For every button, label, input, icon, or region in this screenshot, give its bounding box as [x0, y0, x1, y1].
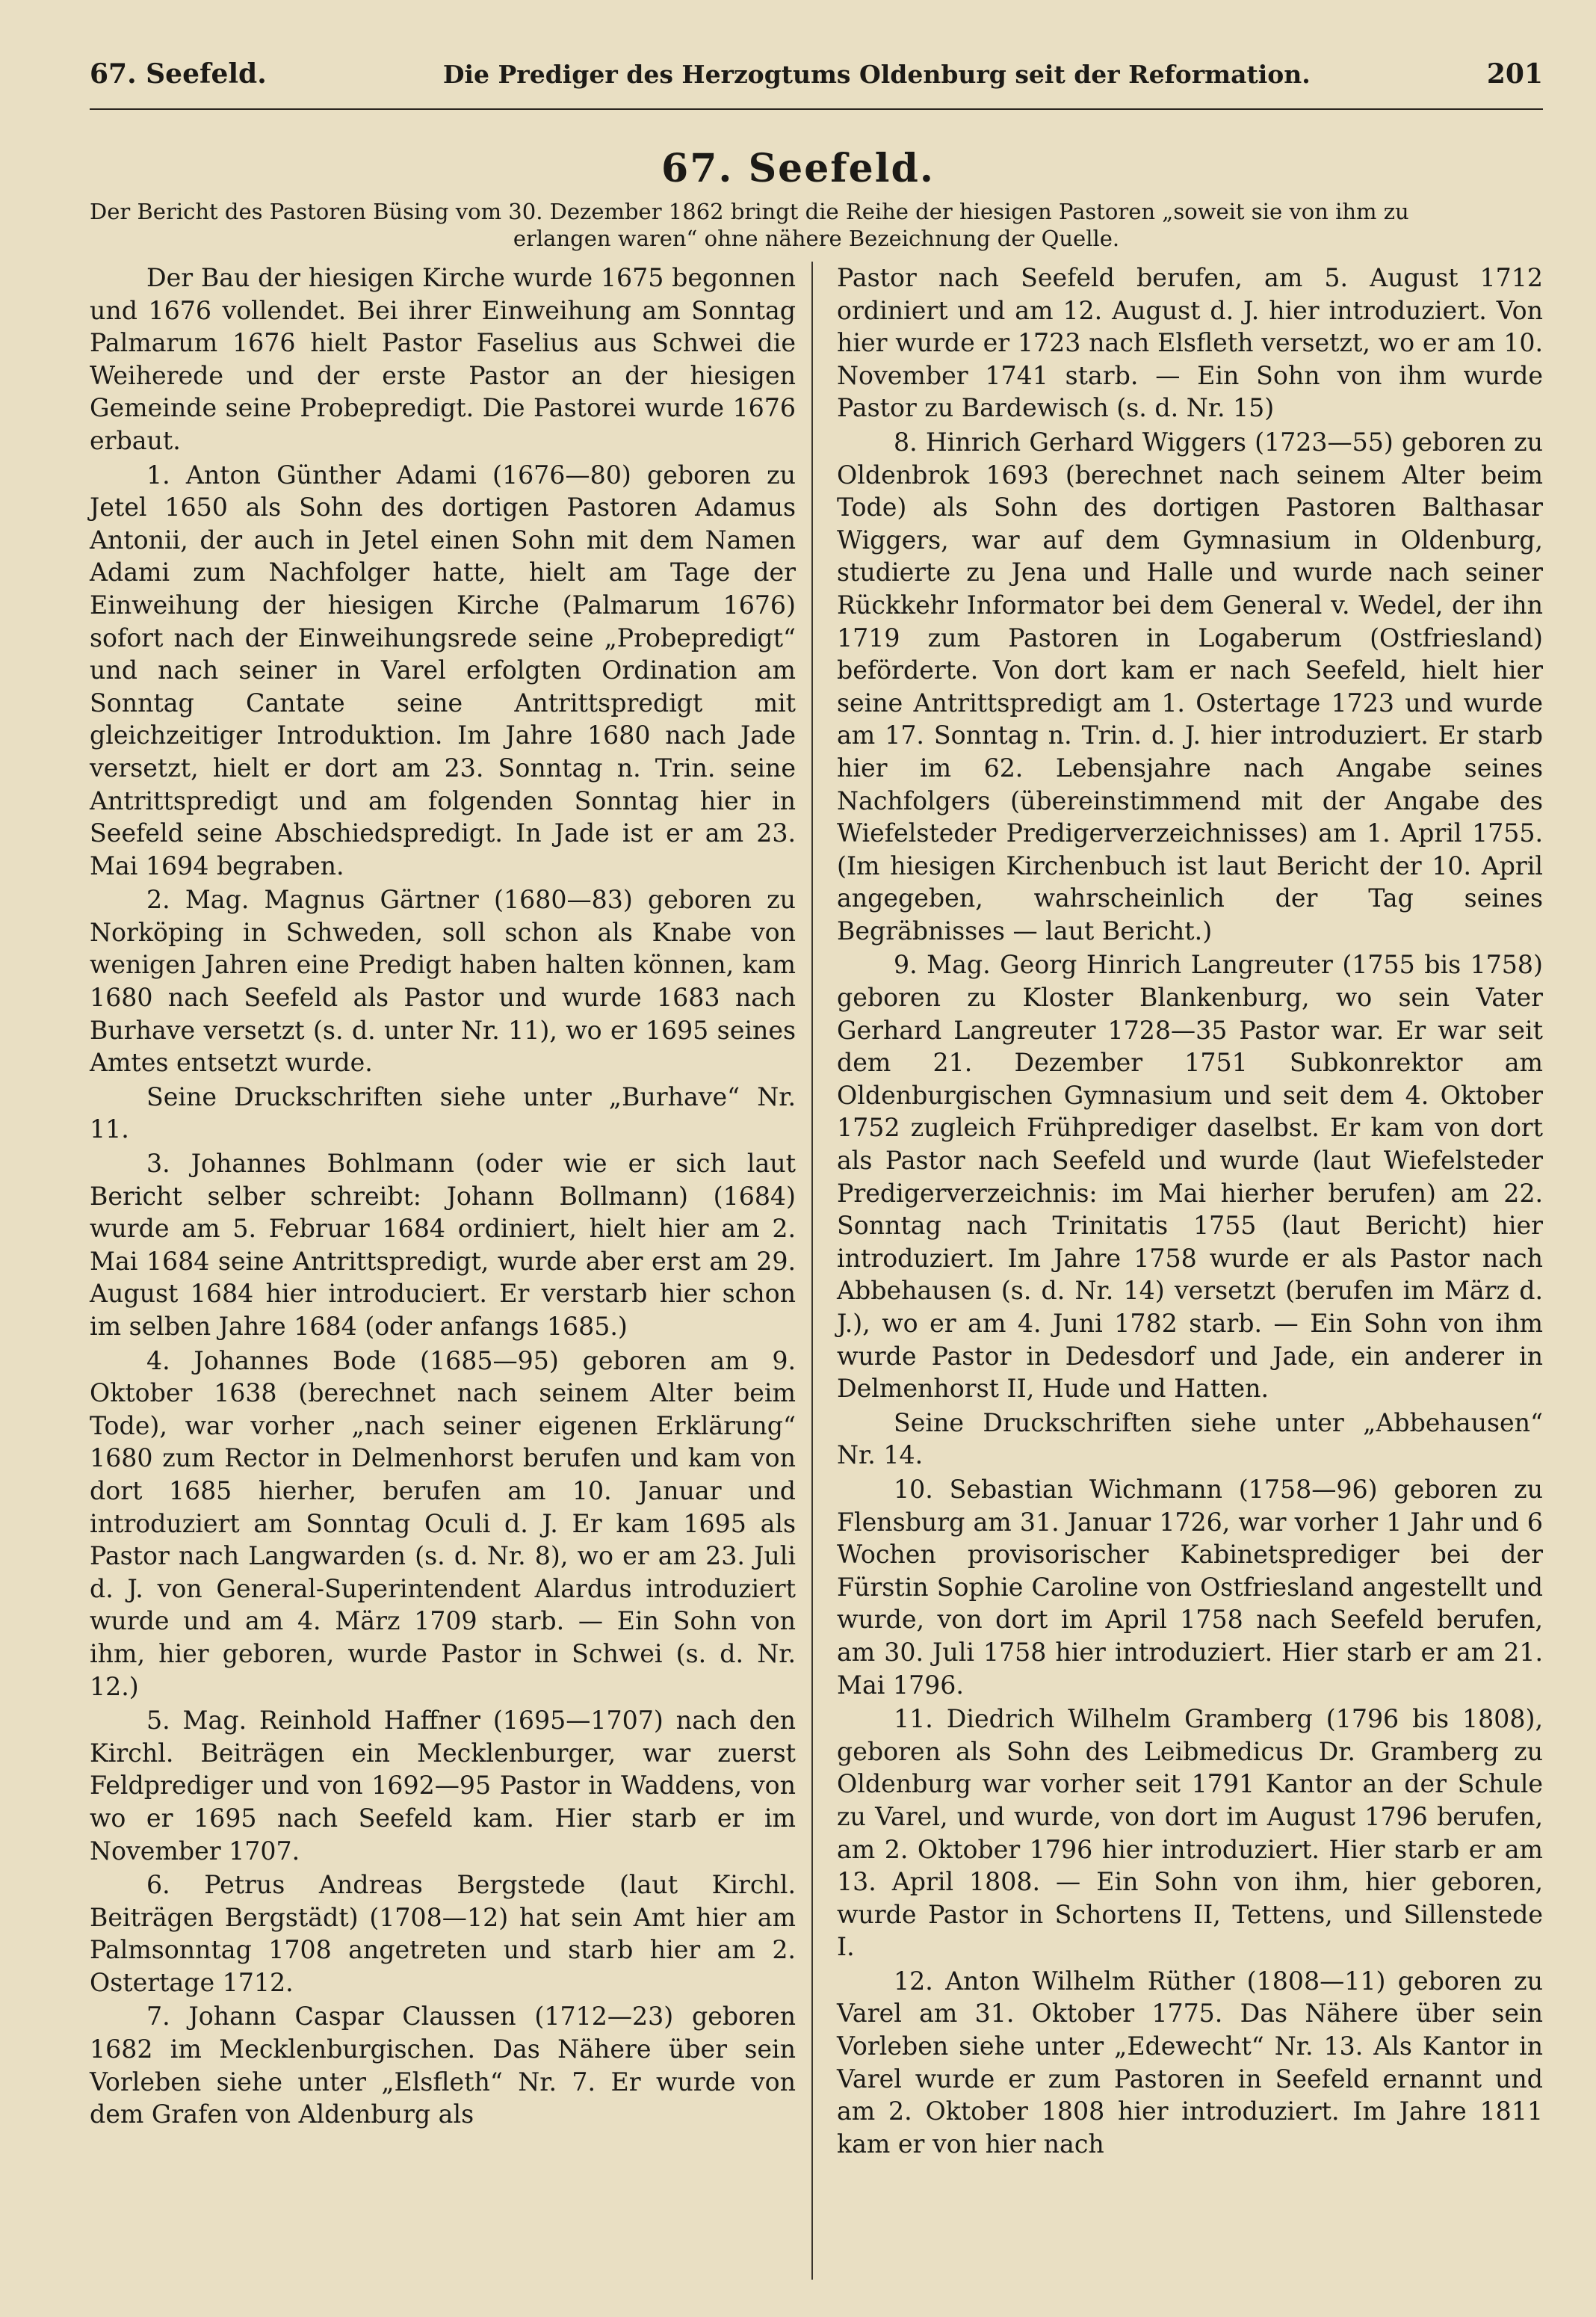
- running-header: [90, 58, 1543, 90]
- header-left: 67. Seefeld.: [90, 58, 267, 90]
- intro-line-1: Der Bericht des Pastoren Büsing vom 30. Dezember 1862 bringt die Reihe der hiesigen Pastoren „soweit sie von ihm zu: [90, 199, 1409, 224]
- entry-6-bergstede: 6. Petrus Andreas Bergstede (laut Kirchl. Beiträgen Bergstädt) (1708—12) hat sein Amt hier am Palmsonntag 1708 angetreten und starb hier am 2. Ostertage 1712.: [90, 1870, 796, 1997]
- column-divider: [811, 262, 813, 2280]
- entry-2-publications: Seine Druckschriften siehe unter „Burhave“ Nr. 11.: [90, 1082, 796, 1144]
- left-column: [90, 262, 796, 2131]
- section-title: 67. Seefeld.: [661, 146, 935, 191]
- entry-7-continued: Pastor nach Seefeld berufen, am 5. August 1712 ordiniert und am 12. August d. J. hier introduziert. Von hier wurde er 1723 nach Elsfleth versetzt, wo er am 10. November 1741 starb. — Ein Sohn von ihm wurde Pastor zu Bardewisch (s. d. Nr. 15): [837, 263, 1543, 423]
- entry-3-bohlmann: 3. Johannes Bohlmann (oder wie er sich laut Bericht selber schreibt: Johann Bollmann) (1684) wurde am 5. Februar 1684 ordiniert, hielt hier am 2. Mai 1684 seine Antrittspredigt, wurde aber erst am 29. August 1684 hier introduciert. Er verstarb hier schon im selben Jahre 1684 (oder anfangs 1685.): [90, 1149, 796, 1341]
- entry-5-haffner: 5. Mag. Reinhold Haffner (1695—1707) nach den Kirchl. Beiträgen ein Mecklenburger, war zuerst Feldprediger und von 1692—95 Pastor in Waddens, von wo er 1695 nach Seefeld kam. Hier starb er im November 1707.: [90, 1706, 796, 1866]
- right-column: [837, 262, 1543, 2160]
- header-rule: [90, 108, 1543, 110]
- entry-2-gaertner: 2. Mag. Magnus Gärtner (1680—83) geboren zu Norköping in Schweden, soll schon als Knabe von wenigen Jahren eine Predigt haben halten können, kam 1680 nach Seefeld als Pastor und wurde 1683 nach Burhave versetzt (s. d. unter Nr. 11), wo er 1695 seines Amtes entsetzt wurde.: [90, 885, 796, 1078]
- intro-note: [90, 198, 1543, 252]
- entry-10-wichmann: 10. Sebastian Wichmann (1758—96) geboren zu Flensburg am 31. Januar 1726, war vorher 1 Jahr und 6 Wochen provisorischer Kabinetsprediger bei der Fürstin Sophie Caroline von Ostfriesland angestellt und wurde, von dort im April 1758 nach Seefeld berufen, am 30. Juli 1758 hier introduziert. Hier starb er am 21. Mai 1796.: [837, 1474, 1543, 1700]
- entry-9-publications: Seine Druckschriften siehe unter „Abbehausen“ Nr. 14.: [837, 1407, 1543, 1470]
- paragraph-church-history: Der Bau der hiesigen Kirche wurde 1675 begonnen und 1676 vollendet. Bei ihrer Einweihung am Sonntag Palmarum 1676 hielt Pastor Faselius aus Schwei die Weiherede und der erste Pastor an der hiesigen Gemeinde seine Probepredigt. Die Pastorei wurde 1676 erbaut.: [90, 263, 796, 455]
- entry-7-claussen: 7. Johann Caspar Claussen (1712—23) geboren 1682 im Mecklenburgischen. Das Nähere über sein Vorleben siehe unter „Elsfleth“ Nr. 7. Er wurde von dem Grafen von Aldenburg als: [90, 2002, 796, 2129]
- entry-9-langreuter: 9. Mag. Georg Hinrich Langreuter (1755 bis 1758) geboren zu Kloster Blankenburg, wo sein Vater Gerhard Langreuter 1728—35 Pastor war. Er war seit dem 21. Dezember 1751 Subkonrektor am Oldenburgischen Gymnasium und seit dem 4. Oktober 1752 zugleich Frühprediger daselbst. Er kam von dort als Pastor nach Seefeld und wurde (laut Wiefelsteder Predigerverzeichnis: im Mai hierher berufen) am 22. Sonntag nach Trinitatis 1755 (laut Bericht) hier introduziert. Im Jahre 1758 wurde er als Pastor nach Abbehausen (s. d. Nr. 14) versetzt (berufen im März d. J.), wo er am 4. Juni 1782 starb. — Ein Sohn von ihm wurde Pastor in Dedesdorf und Jade, ein anderer in Delmenhorst II, Hude und Hatten.: [837, 950, 1543, 1404]
- entry-12-ruether: 12. Anton Wilhelm Rüther (1808—11) geboren zu Varel am 31. Oktober 1775. Das Nähere über sein Vorleben siehe unter „Edewecht“ Nr. 13. Als Kantor in Varel wurde er zum Pastoren in Seefeld ernannt und am 2. Oktober 1808 hier introduziert. Im Jahre 1811 kam er von hier nach: [837, 1966, 1543, 2159]
- entry-4-bode: 4. Johannes Bode (1685—95) geboren am 9. Oktober 1638 (berechnet nach seinem Alter beim Tode), war vorher „nach seiner eigenen Erklärung“ 1680 zum Rector in Delmenhorst berufen und kam von dort 1685 hierher, berufen am 10. Januar und introduziert am Sonntag Oculi d. J. Er kam 1695 als Pastor nach Langwarden (s. d. Nr. 8), wo er am 23. Juli d. J. von General-Superintendent Alardus introduziert wurde und am 4. März 1709 starb. — Ein Sohn von ihm, hier geboren, wurde Pastor in Schwei (s. d. Nr. 12.): [90, 1345, 796, 1701]
- entry-1-adami: 1. Anton Günther Adami (1676—80) geboren zu Jetel 1650 als Sohn des dortigen Pastoren Adamus Antonii, der auch in Jetel einen Sohn mit dem Namen Adami zum Nachfolger hatte, hielt am Tage der Einweihung der hiesigen Kirche (Palmarum 1676) sofort nach der Einweihungsrede seine „Probepredigt“ und nach seiner in Varel erfolgten Ordination am Sonntag Cantate seine Antrittspredigt mit gleichzeitiger Introduktion. Im Jahre 1680 nach Jade versetzt, hielt er dort am 23. Sonntag n. Trin. seine Antrittspredigt und am folgenden Sonntag hier in Seefeld seine Abschiedspredigt. In Jade ist er am 23. Mai 1694 begraben.: [90, 460, 796, 880]
- entry-8-wiggers: 8. Hinrich Gerhard Wiggers (1723—55) geboren zu Oldenbrok 1693 (berechnet nach seinem Alter beim Tode) als Sohn des dortigen Pastoren Balthasar Wiggers, war auf dem Gymnasium in Oldenburg, studierte zu Jena und Halle und wurde nach seiner Rückkehr Informator bei dem General v. Wedel, der ihn 1719 zum Pastoren in Logaberum (Ostfriesland) beförderte. Von dort kam er nach Seefeld, hielt hier seine Antrittspredigt am 1. Ostertage 1723 und wurde am 17. Sonntag n. Trin. d. J. hier introduziert. Er starb hier im 62. Lebensjahre nach Angabe seines Nachfolgers (übereinstimmend mit der Angabe des Wiefelsteder Predigerverzeichnisses) am 1. April 1755. (Im hiesigen Kirchenbuch ist laut Bericht der 10. April angegeben, wahrscheinlich der Tag seines Begräbnisses — laut Bericht.): [837, 427, 1543, 945]
- page-number: 201: [1486, 58, 1543, 90]
- header-center: Die Prediger des Herzogtums Oldenburg seit der Reformation.: [442, 60, 1311, 89]
- entry-11-gramberg: 11. Diedrich Wilhelm Gramberg (1796 bis 1808), geboren als Sohn des Leibmedicus Dr. Gramberg zu Oldenburg war vorher seit 1791 Kantor an der Schule zu Varel, und wurde, von dort im August 1796 berufen, am 2. Oktober 1796 hier introduziert. Hier starb er am 13. April 1808. — Ein Sohn von ihm, hier geboren, wurde Pastor in Schortens II, Tettens, und Sillenstede I.: [837, 1704, 1543, 1962]
- intro-line-2: erlangen waren“ ohne nähere Bezeichnung der Quelle.: [513, 226, 1120, 251]
